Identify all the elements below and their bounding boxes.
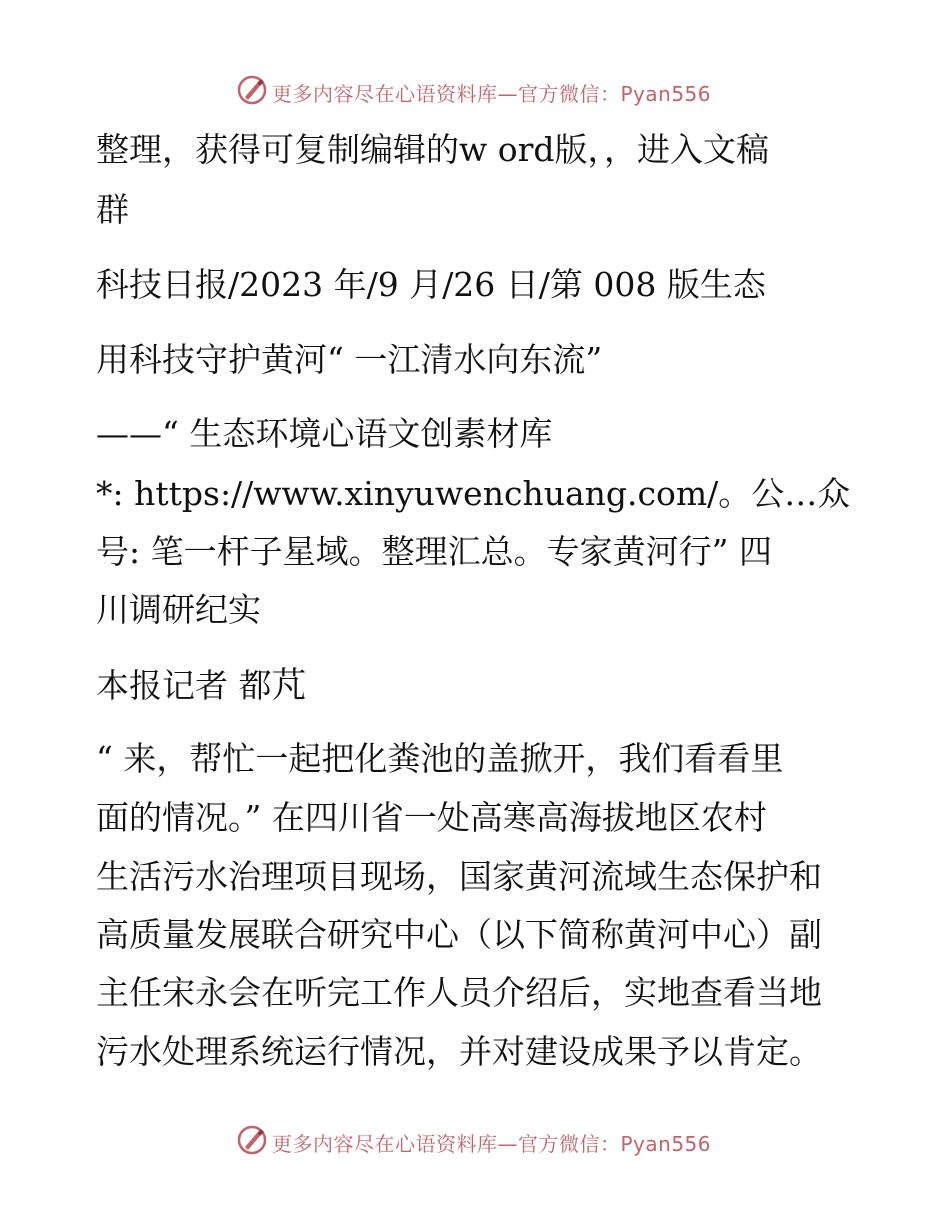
byline-label: 本报记者 都 — [96, 666, 272, 705]
site-line-1: *: https://www.xinyuwenchuang.com/。公…众 — [96, 474, 851, 513]
site-line-2: 号: 笔一杆子星域。整理汇总。专家黄河行” 四 — [96, 532, 772, 571]
header-banner — [0, 72, 950, 108]
subtitle: ——“ 生态环境心语文创素材库 — [96, 414, 553, 453]
headline: 用科技守护黄河“ 一江清水向东流” — [96, 340, 603, 379]
paragraph-line: 主任宋永会在听完工作人员介绍后，实地查看当地 — [96, 973, 822, 1012]
footer-banner-text: 更多内容尽在心语资料库—官方微信：Pyan556 — [272, 1132, 712, 1156]
byline — [96, 658, 307, 708]
paragraph-line: 污水处理系统运行情况，并对建设成果予以肯定。 — [96, 1032, 822, 1071]
footer-banner — [0, 1122, 950, 1158]
header-banner-text: 更多内容尽在心语资料库—官方微信：Pyan556 — [272, 82, 712, 106]
paragraph-line: “ 来，帮忙一起把化粪池的盖掀开，我们看看里 — [96, 739, 784, 778]
paragraph-line: 面的情况。” 在四川省一处高寒高海拔地区农村 — [96, 798, 767, 837]
notice-line-2: 群 — [96, 190, 129, 229]
site-line-3: 川调研纪实 — [96, 590, 261, 629]
paragraph-line: 生活污水治理项目现场，国家黄河流域生态保护和 — [96, 857, 822, 896]
pen-logo-icon — [236, 1124, 268, 1156]
paragraph-line: 高质量发展联合研究中心（以下简称黄河中心）副 — [96, 915, 822, 954]
notice-line-1: 整理，获得可复制编辑的w ord版，，进入文稿 — [96, 130, 770, 169]
source-line: 科技日报/2023 年/9 月/26 日/第 008 版生态 — [96, 265, 766, 304]
byline-name: 芃 — [271, 666, 307, 706]
pen-logo-icon — [236, 74, 268, 106]
